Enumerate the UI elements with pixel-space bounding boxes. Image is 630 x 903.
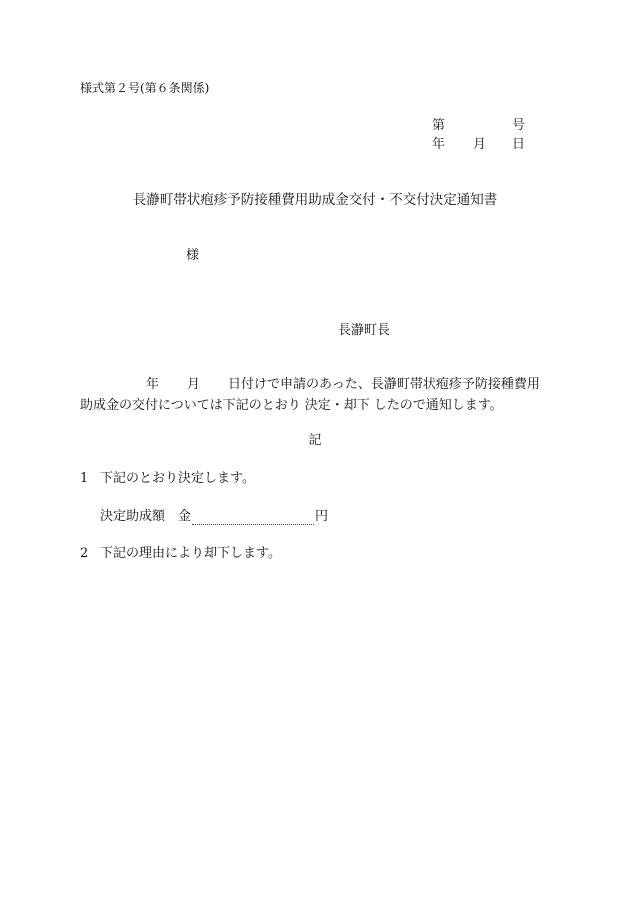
- decision-options: 決定・却下: [304, 398, 370, 413]
- body-line-2: [80, 398, 503, 414]
- document-number-suffix: 号: [512, 118, 526, 133]
- amount-label: 決定助成額: [100, 509, 166, 524]
- amount-blank-line: [192, 512, 314, 525]
- body-month-label: 月: [187, 377, 201, 392]
- issuer-name: 長瀞町長: [338, 323, 391, 338]
- item-text: 下記のとおり決定します。: [100, 471, 255, 486]
- list-item: [80, 471, 255, 487]
- body-text-1: 日付けで申請のあった、長瀞町帯状疱疹予防接種費用: [228, 377, 540, 392]
- amount-line: [100, 509, 328, 525]
- date-year-label: 年: [432, 137, 446, 152]
- body-year-label: 年: [146, 377, 160, 392]
- body-text-2b: したので通知します。: [373, 398, 503, 413]
- form-number: 様式第２号(第６条関係): [80, 81, 210, 95]
- kigo-heading: 記: [308, 433, 322, 448]
- date-month-label: 月: [473, 137, 487, 152]
- document-title: 長瀞町帯状疱疹予防接種費用助成金交付・不交付決定通知書: [132, 192, 498, 208]
- amount-unit: 円: [315, 509, 329, 524]
- body-line-1: [80, 377, 540, 393]
- amount-prefix: 金: [178, 509, 192, 524]
- date-day-label: 日: [512, 137, 526, 152]
- item-number: 2: [80, 546, 89, 561]
- item-text: 下記の理由により却下します。: [100, 546, 281, 561]
- item-number: 1: [80, 471, 89, 486]
- addressee-suffix: 様: [186, 248, 200, 263]
- body-text-2a: 助成金の交付については下記のとおり: [80, 398, 301, 413]
- document-number-label: 第: [432, 118, 446, 133]
- list-item: [80, 546, 281, 562]
